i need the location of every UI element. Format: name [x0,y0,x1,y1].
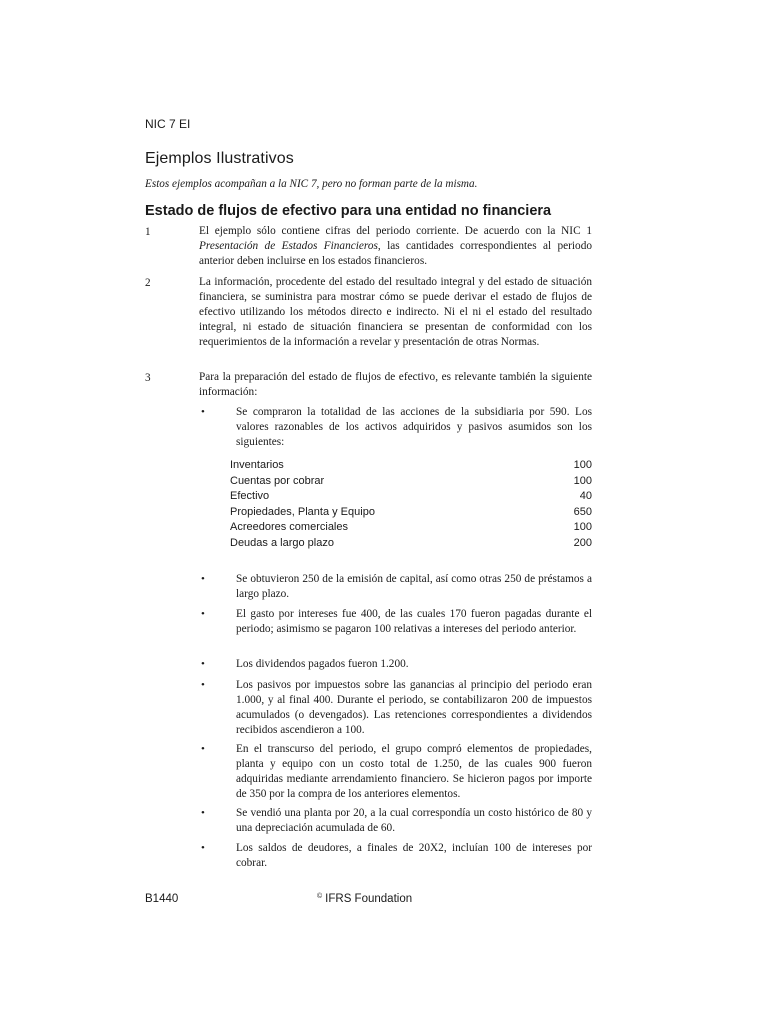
bullet-icon: • [201,807,205,819]
bullet-text: Se obtuvieron 250 de la emisión de capital, así como otras 250 de préstamos a largo plazo. [236,573,592,600]
bullet-text: Se vendió una planta por 20, a la cual correspondía un costo histórico de 80 y una depreciación acumulada de 60. [236,807,592,834]
bullet-icon: • [201,658,205,670]
asset-label: Cuentas por cobrar [230,474,325,487]
table-row [230,521,592,537]
table-row [230,537,592,553]
bullet-icon: • [201,743,205,755]
assets-table [230,459,592,553]
bullet-text: Se compraron la totalidad de las acciones de la subsidiaria por 590. Los valores razonables de los activos adquiridos y pasivos asumidos son los siguientes: [236,406,592,448]
paragraph-number: 3 [145,372,151,384]
bullet-icon: • [201,406,205,418]
paragraph-text: El ejemplo sólo contiene cifras del periodo corriente. De acuerdo con la NIC 1 Presentación de Estados Financieros, las cantidades correspondientes al periodo anterior deben incluirse en los estados financieros. [199,225,592,267]
asset-amount: 40 [579,490,592,503]
sub-title: Estado de flujos de efectivo para una entidad no financiera [145,203,552,219]
copyright-symbol: © [317,893,323,900]
paragraph-number: 1 [145,226,151,238]
asset-label: Acreedores comerciales [230,521,348,534]
asset-label: Inventarios [230,459,284,471]
bullet-icon: • [201,842,205,854]
bullet-text: Los pasivos por impuestos sobre las ganancias al principio del periodo eran 1.000, y al final 400. Durante el periodo, se contabilizaron 200 de impuestos acumulados (o devengados). Las retenciones correspondientes a dividendos recibidos ascendieron a 100. [236,679,592,736]
table-row [230,475,592,491]
table-row [230,459,592,475]
paragraph-number: 2 [145,277,151,289]
page-number: B1440 [145,893,179,905]
bullet-text: Los saldos de deudores, a finales de 20X2, incluían 100 de intereses por cobrar. [236,842,592,869]
section-title: Ejemplos Ilustrativos [145,150,294,167]
bullet-text: Los dividendos pagados fueron 1.200. [236,658,409,670]
table-row [230,506,592,522]
asset-label: Propiedades, Planta y Equipo [230,505,375,518]
bullet-icon: • [201,608,205,620]
paragraph-text: La información, procedente del estado del resultado integral y del estado de situación financiera, se suministra para mostrar cómo se puede derivar el estado de flujos de efectivo utilizando los métodos directo e indirecto. Ni el ni el estado del resultado integral, ni estado de situación financiera se presentan de conformidad con los requerimientos de la información a revelar y presentación de otras Normas. [199,276,592,348]
bullet-icon: • [201,573,205,585]
copyright [317,893,412,905]
table-row [230,490,592,506]
bullet-icon: • [201,679,205,691]
standard-title: Presentación de Estados Financieros [199,239,378,252]
copyright-holder: IFRS Foundation [325,893,413,905]
asset-label: Deudas a largo plazo [230,536,334,549]
asset-label: Efectivo [230,490,270,503]
asset-amount: 200 [573,536,592,549]
paragraph-text: Para la preparación del estado de flujos de efectivo, es relevante también la siguiente información: [199,371,592,398]
running-head: NIC 7 EI [145,117,191,131]
bullet-text: El gasto por intereses fue 400, de las cuales 170 fueron pagadas durante el periodo; asimismo se pagaron 100 relativas a intereses del periodo anterior. [236,608,592,635]
asset-amount: 100 [573,521,592,534]
asset-amount: 100 [573,459,592,471]
bullet-text: En el transcurso del periodo, el grupo compró elementos de propiedades, planta y equipo con un costo total de 1.250, de las cuales 900 fueron adquiridas mediante arrendamiento financiero. Se hicieron pagos por importe de 350 por la compra de los anteriores elementos. [236,743,592,800]
asset-amount: 100 [573,474,592,487]
intro-note: Estos ejemplos acompañan a la NIC 7, pero no forman parte de la misma. [145,178,478,190]
asset-amount: 650 [573,505,592,518]
